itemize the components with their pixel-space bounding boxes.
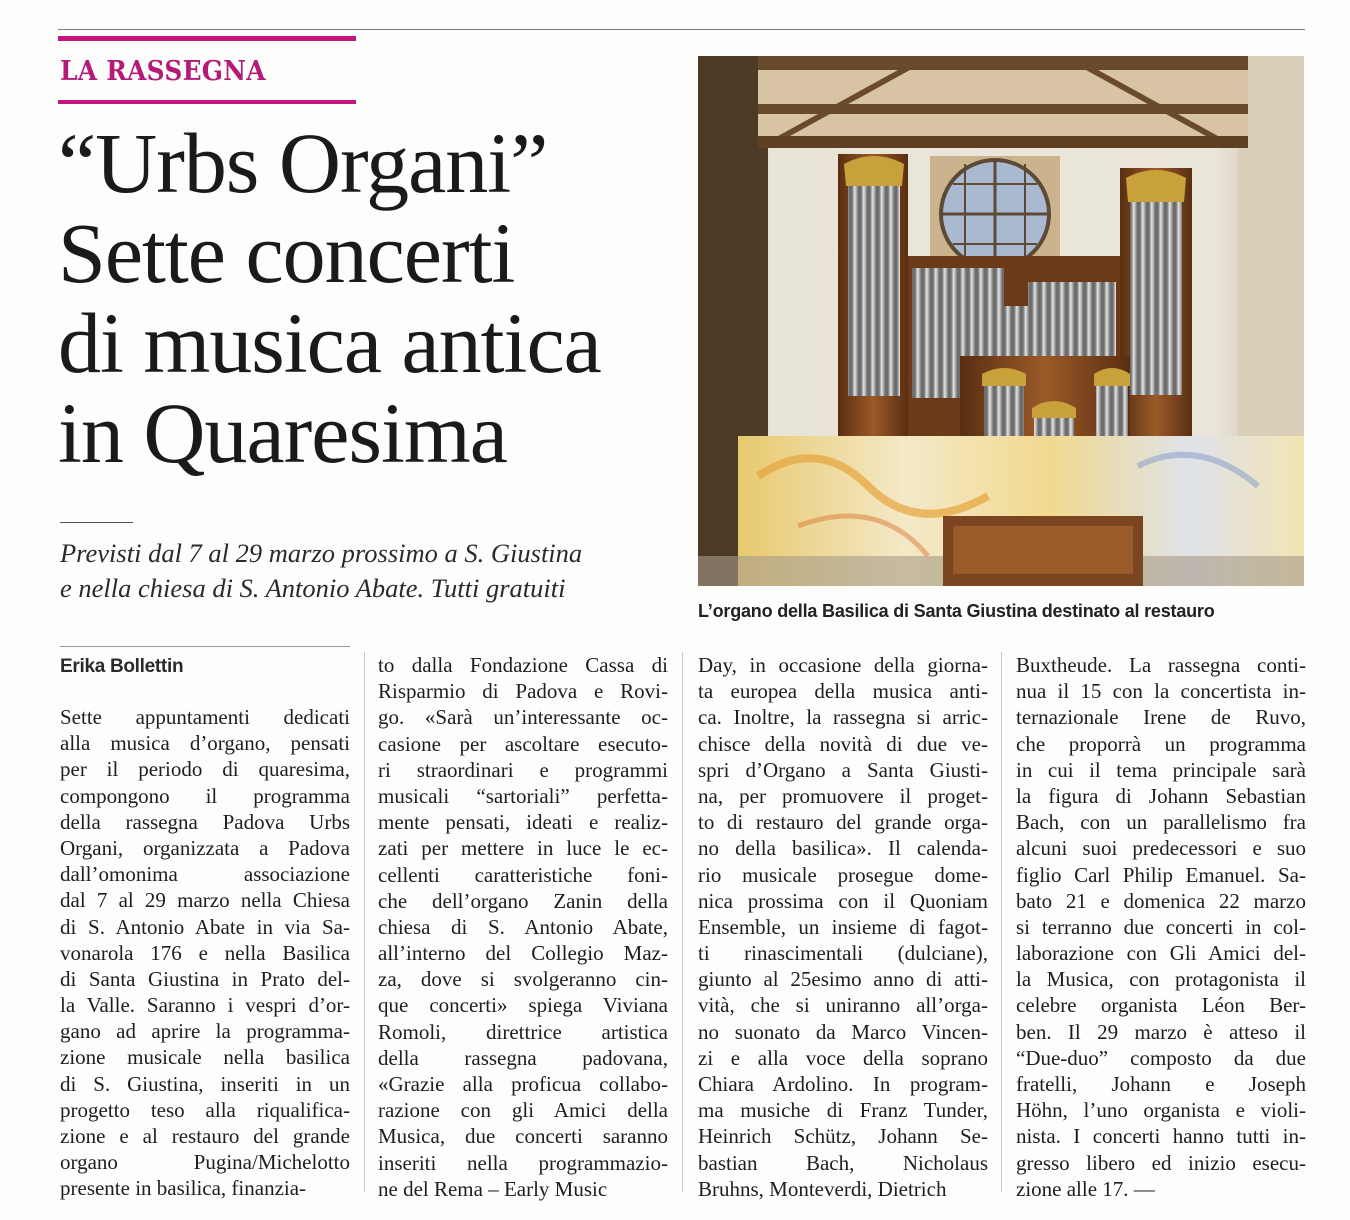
subhead-line: e nella chiesa di S. Antonio Abate. Tutti gratuiti xyxy=(60,573,566,603)
article-line: vonarola 176 e nella Basilica xyxy=(60,940,350,965)
article-line: ma musiche di Franz Tunder, xyxy=(698,1098,988,1123)
article-line: organo Pugina/Michelotto xyxy=(60,1150,350,1175)
article-line: na, per promuovere il proget- xyxy=(698,783,988,808)
article-line: all’interno del Collegio Maz- xyxy=(378,941,668,966)
article-line: compongono il programma xyxy=(60,783,350,808)
article-column-3 xyxy=(698,652,988,1202)
article-line: si terranno due concerti in col- xyxy=(1016,914,1306,939)
article-line: ri straordinari e programmi xyxy=(378,757,668,782)
photo-caption: L’organo della Basilica di Santa Giustina destinato al restauro xyxy=(698,601,1215,621)
article-line: Organi, organizzata a Padova xyxy=(60,835,350,860)
article-line: in cui il tema principale sarà xyxy=(1016,757,1306,782)
article-line: Risparmio di Padova e Rovi- xyxy=(378,679,668,704)
article-line: per il periodo di quaresima, xyxy=(60,757,350,782)
organ-photo xyxy=(698,56,1304,586)
article-line: vità, che si uniranno all’orga- xyxy=(698,993,988,1018)
article-line: gresso libero ed inizio esecu- xyxy=(1016,1150,1306,1175)
article-line: mente pensati, ideati e realiz- xyxy=(378,810,668,835)
column-divider xyxy=(364,652,365,1192)
article-line: inseriti nella programmazio- xyxy=(378,1150,668,1175)
byline-author: Erika Bollettin xyxy=(60,656,184,677)
article-line: ca. Inoltre, la rassegna si arric- xyxy=(698,705,988,730)
top-rule xyxy=(58,29,1305,30)
column-divider xyxy=(682,652,683,1192)
article-line: la Musica, con protagonista il xyxy=(1016,967,1306,992)
author-rule xyxy=(60,646,350,647)
article-line: nica prossima con il Quoniam xyxy=(698,888,988,913)
subhead-rule xyxy=(60,522,133,523)
kicker-rule-top xyxy=(58,36,356,41)
article-line: to di restauro del grande orga- xyxy=(698,810,988,835)
article-line: to dalla Fondazione Cassa di xyxy=(378,653,668,677)
kicker-rule-bottom xyxy=(58,100,356,104)
article-line: razione con gli Amici della xyxy=(378,1098,668,1123)
article-line: fratelli, Johann e Joseph xyxy=(1016,1072,1306,1096)
article-line: dal 7 al 29 marzo nella Chiesa xyxy=(60,888,350,913)
article-line: ti rinascimentali (dulciane), xyxy=(698,941,988,966)
article-line: laborazione con Gli Amici del- xyxy=(1016,941,1306,966)
article-line: zione musicale nella basilica xyxy=(60,1045,350,1070)
article-line: di S. Giustina, inseriti in un xyxy=(60,1071,350,1096)
article-line: giunto al 25esimo anno di atti- xyxy=(698,967,988,992)
article-line: Bruhns, Monteverdi, Dietrich xyxy=(698,1176,947,1201)
headline-line: Sette concerti xyxy=(58,205,515,301)
headline-line: di musica antica xyxy=(58,295,601,391)
article-line: della rassegna padovana, xyxy=(378,1045,668,1070)
article-line: nista. I concerti hanno tutti in- xyxy=(1016,1124,1306,1149)
article-line: Höhn, l’uno organista e violi- xyxy=(1016,1098,1306,1123)
article-line: della rassegna Padova Urbs xyxy=(60,809,350,834)
article-line: «Grazie alla proficua collabo- xyxy=(378,1072,668,1096)
article-line: bastian Bach, Nicholaus xyxy=(698,1150,988,1175)
headline-line: in Quaresima xyxy=(58,385,507,481)
article-line: gano ad aprire la programma- xyxy=(60,1019,350,1044)
article-line: ta europea della musica anti- xyxy=(698,679,988,704)
article-line: celebre organista Léon Ber- xyxy=(1016,993,1306,1018)
article-line: Musica, due concerti saranno xyxy=(378,1124,668,1149)
article-line: ternazionale Irene de Ruvo, xyxy=(1016,705,1306,730)
subheadline xyxy=(60,536,680,606)
article-line: di S. Antonio Abate in via Sa- xyxy=(60,914,350,939)
article-line: Romoli, direttrice artistica xyxy=(378,1019,668,1044)
article-line: za, dove si svolgeranno cin- xyxy=(378,967,668,992)
article-line: musicali “sartoriali” perfetta- xyxy=(378,783,668,808)
article-line: che dell’organo Zanin della xyxy=(378,888,668,913)
article-line: alcuni suoi predecessori e suo xyxy=(1016,836,1306,861)
article-line: zati per mettere in luce le ec- xyxy=(378,836,668,861)
article-line: dall’omonima associazione xyxy=(60,862,350,887)
article-line: ben. Il 29 marzo è atteso il xyxy=(1016,1019,1306,1044)
article-line: che proporrà un programma xyxy=(1016,731,1306,756)
article-column-2 xyxy=(378,652,668,1202)
column-divider xyxy=(1001,652,1002,1192)
headline-line: “Urbs Organi” xyxy=(58,115,548,211)
article-line: bato 21 e domenica 22 marzo xyxy=(1016,888,1306,913)
section-kicker: LA RASSEGNA xyxy=(60,56,266,87)
article-line: la figura di Johann Sebastian xyxy=(1016,783,1306,808)
article-line: go. «Sarà un’interessante oc- xyxy=(378,705,668,730)
article-line: la Valle. Saranno i vespri d’or- xyxy=(60,993,350,1018)
article-line: Ensemble, un insieme di fagot- xyxy=(698,914,988,939)
article-line: Sette appuntamenti dedicati xyxy=(60,705,350,729)
article-line: spri d’Organo a Santa Giusti- xyxy=(698,757,988,782)
article-line: casione per ascoltare esecuto- xyxy=(378,731,668,756)
subhead-line: Previsti dal 7 al 29 marzo prossimo a S. Giustina xyxy=(60,538,583,568)
article-line: Heinrich Schütz, Johann Se- xyxy=(698,1124,988,1149)
article-column-4 xyxy=(1016,652,1306,1202)
article-line: rio musicale prosegue dome- xyxy=(698,862,988,887)
article-line: Bach, con un parallelismo fra xyxy=(1016,810,1306,835)
article-line: zione alle 17. — xyxy=(1016,1176,1155,1201)
article-line: alla musica d’organo, pensati xyxy=(60,731,350,756)
article-line: figlio Carl Philip Emanuel. Sa- xyxy=(1016,862,1306,887)
article-line: presente in basilica, finanzia- xyxy=(60,1176,307,1201)
article-line: cellenti caratteristiche foni- xyxy=(378,862,668,887)
article-line: Buxtheude. La rassegna conti- xyxy=(1016,653,1306,677)
article-column-1 xyxy=(60,704,350,1202)
article-line: “Due-duo” composto da due xyxy=(1016,1045,1306,1070)
article-line: Day, in occasione della giorna- xyxy=(698,653,988,677)
article-line: chiesa di S. Antonio Abate, xyxy=(378,914,668,939)
article-line: Chiara Ardolino. In program- xyxy=(698,1072,988,1096)
article-line: no suonato da Marco Vincen- xyxy=(698,1019,988,1044)
article-line: chisce della novità di due ve- xyxy=(698,731,988,756)
article-line: que concerti» spiega Viviana xyxy=(378,993,668,1018)
headline xyxy=(58,115,698,481)
article-line: di Santa Giustina in Prato del- xyxy=(60,966,350,991)
article-line: zi e alla voce della soprano xyxy=(698,1045,988,1070)
article-line: nua il 15 con la concertista in- xyxy=(1016,679,1306,704)
article-line: progetto teso alla riqualifica- xyxy=(60,1097,350,1122)
article-line: no della basilica». Il calenda- xyxy=(698,836,988,861)
article-line: ne del Rema – Early Music xyxy=(378,1176,608,1201)
article-line: zione e al restauro del grande xyxy=(60,1124,350,1148)
